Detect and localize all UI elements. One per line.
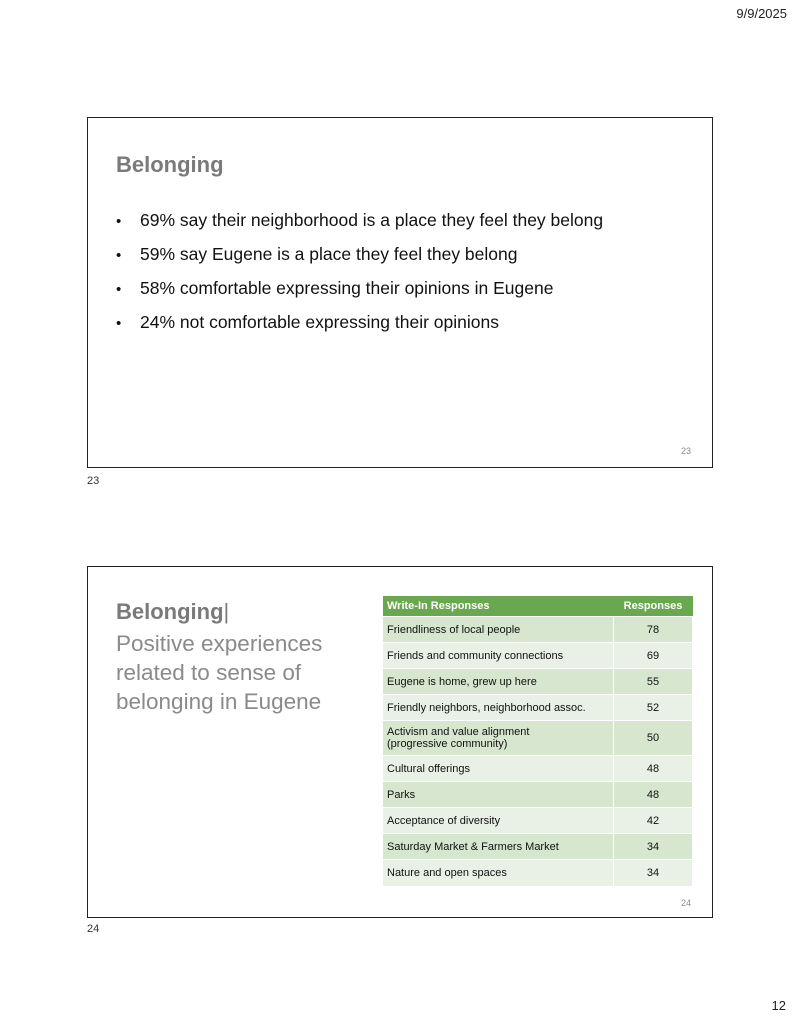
table-row: Friendliness of local people 78 [383, 617, 693, 643]
table-row: Cultural offerings 48 [383, 756, 693, 782]
bullet-item: • 59% say Eugene is a place they feel they belong [116, 244, 518, 264]
bullet-icon: • [116, 213, 122, 230]
bullet-icon: • [116, 315, 122, 332]
slide-24 [87, 566, 713, 918]
bullet-item: • 69% say their neighborhood is a place they feel they belong [116, 210, 604, 230]
responses-table [383, 596, 693, 886]
page-date: 9/9/2025 [736, 6, 787, 21]
bullet-icon: • [116, 281, 122, 298]
slide-number: 24 [680, 898, 691, 908]
bullet-list [116, 210, 603, 346]
table-row: Saturday Market & Farmers Market 34 [383, 834, 693, 860]
slide-23 [87, 117, 713, 468]
slide-number: 23 [680, 446, 691, 456]
slide-title [116, 597, 366, 716]
slide-caption: 23 [87, 475, 100, 487]
slide-caption: 24 [87, 923, 100, 935]
bullet-icon: • [116, 247, 122, 264]
table-row: Acceptance of diversity 42 [383, 808, 693, 834]
table-row: Nature and open spaces 34 [383, 860, 693, 886]
bullet-item: • 58% comfortable expressing their opinions in Eugene [116, 278, 554, 298]
column-header-responses: Responses [614, 596, 693, 617]
table-row: Eugene is home, grew up here 55 [383, 669, 693, 695]
title-bold: Belonging [116, 599, 224, 624]
table-row: Activism and value alignment (progressive community) 50 [383, 721, 693, 756]
title-separator: | [223, 599, 230, 624]
title-subtitle: Positive experiences related to sense of belonging in Eugene [116, 631, 323, 714]
bullet-item: • 24% not comfortable expressing their opinions [116, 312, 499, 332]
table-row: Friendly neighbors, neighborhood assoc. 52 [383, 695, 693, 721]
page-number: 12 [771, 998, 786, 1013]
column-header-write-in: Write-In Responses [383, 596, 614, 617]
table-row: Parks 48 [383, 782, 693, 808]
slide-title: Belonging [116, 152, 224, 177]
table-row: Friends and community connections 69 [383, 643, 693, 669]
